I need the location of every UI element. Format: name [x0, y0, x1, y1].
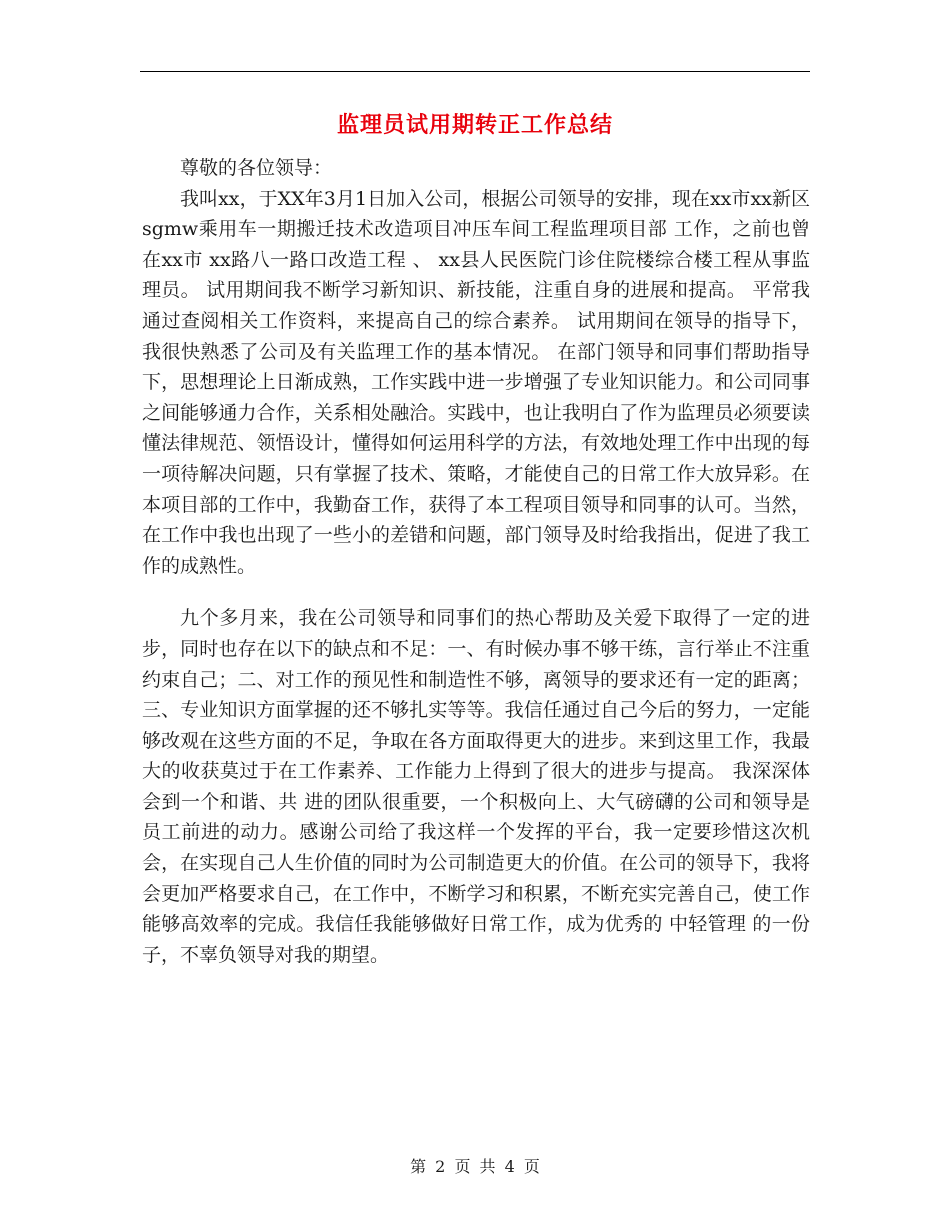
paragraph-1: 我叫xx，于XX年3月1日加入公司，根据公司领导的安排，现在xx市xx新区sgmw乘用车一期搬迁技术改造项目冲压车间工程监理项目部 工作，之前也曾在xx市 xx路八一路口改造工程 、 xx县人民医院门诊住院楼综合楼工程从事监理员。 试用期间我不断学习新知识、新技能，注重自身的进展和提高。 平常我通过查阅相关工作资料，来提高自己的综合素养。 试用期间在领导的指导下，我很快熟悉了公司及有关监理工作的基本情况。 在部门领导和同事们帮助指导下，思想理论上日渐成熟，工作实践中进一步增强了专业知识能力。和公司同事之间能够通力合作，关系相处融洽。实践中，也让我明白了作为监理员必须要读懂法律规范、领悟设计，懂得如何运用科学的方法，有效地处理工作中出现的每一项待解决问题，只有掌握了技术、策略，才能使自己的日常工作大放异彩。在本项目部的工作中，我勤奋工作，获得了本工程项目领导和同事的认可。当然，在工作中我也出现了一些小的差错和问题，部门领导及时给我指出，促进了我工作的成熟性。	[142, 187, 810, 577]
document-body	[142, 153, 810, 970]
document-title: 监理员试用期转正工作总结	[336, 112, 613, 138]
salutation: 尊敬的各位领导：	[180, 157, 333, 179]
paragraph-2: 九个多月来，我在公司领导和同事们的热心帮助及关爱下取得了一定的进步，同时也存在以下的缺点和不足：一、有时候办事不够干练，言行举止不注重约束自己；二、对工作的预见性和制造性不够，离领导的要求还有一定的距离；三、专业知识方面掌握的还不够扎实等等。我信任通过自己今后的努力，一定能够改观在这些方面的不足，争取在各方面取得更大的进步。来到这里工作，我最大的收获莫过于在工作素养、工作能力上得到了很大的进步与提高。 我深深体会到一个和谐、共 进的团队很重要，一个积极向上、大气磅礴的公司和领导是员工前进的动力。感谢公司给了我这样一个发挥的平台，我一定要珍惜这次机会，在实现自己人生价值的同时为公司制造更大的价值。在公司的领导下，我将会更加严格要求自己，在工作中，不断学习和积累，不断充实完善自己，使工作能够高效率的完成。我信任我能够做好日常工作，成为优秀的 中轻管理 的一份子，不辜负领导对我的期望。	[142, 607, 810, 966]
header-rule	[140, 71, 810, 72]
page-number: 第 2 页 共 4 页	[410, 1157, 540, 1176]
